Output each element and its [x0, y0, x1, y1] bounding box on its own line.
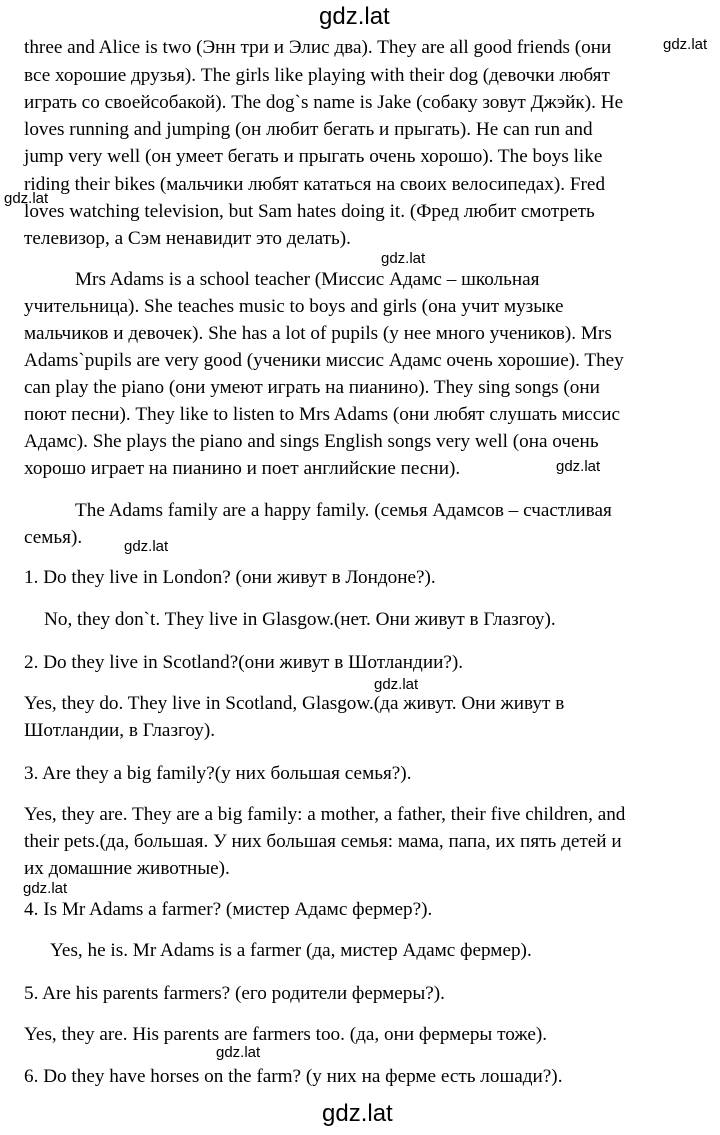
watermark-small: gdz.lat — [374, 676, 419, 693]
answer: their pets.(да, большая. У них большая семья: мама, папа, их пять детей и — [24, 831, 622, 852]
text-line: играть со своейсобакой). The dog`s name is Jake (собаку зовут Джэйк). He — [24, 92, 624, 113]
text-line: loves watching television, but Sam hates doing it. (Фред любит смотреть — [24, 201, 595, 222]
text-line: мальчиков и девочек). She has a lot of pupils (у нее много учеников). Mrs — [24, 323, 612, 344]
text-line: хорошо играет на пианино и поет английские песни). — [24, 458, 461, 479]
text-line: поют песни). They like to listen to Mrs Adams (они любят слушать миссис — [24, 404, 620, 425]
text-line: jump very well (он умеет бегать и прыгать очень хорошо). The boys like — [24, 146, 603, 167]
text-line: Адамс). She plays the piano and sings English songs very well (она очень — [24, 431, 599, 452]
watermark-small: gdz.lat — [124, 538, 169, 555]
answer: Шотландии, в Глазгоу). — [24, 720, 216, 741]
text-line: loves running and jumping (он любит бегать и прыгать). He can run and — [24, 119, 593, 140]
watermark-small: gdz.lat — [4, 190, 49, 207]
text-line: телевизор, а Сэм ненавидит это делать). — [24, 228, 351, 249]
answer: Yes, he is. Mr Adams is a farmer (да, мистер Адамс фермер). — [50, 940, 532, 961]
answer: Yes, they do. They live in Scotland, Glasgow.(да живут. Они живут в — [24, 693, 565, 714]
watermark-small: gdz.lat — [381, 250, 426, 267]
text-line: Mrs Adams is a school teacher (Миссис Адамс – школьная — [75, 269, 540, 290]
text-line: семья). — [24, 527, 83, 548]
text-line: Adams`pupils are very good (ученики миссис Адамс очень хорошие). They — [24, 350, 624, 371]
answer: Yes, they are. They are a big family: a mother, a father, their five children, and — [24, 804, 626, 825]
watermark-small: gdz.lat — [23, 880, 68, 897]
text-line: three and Alice is two (Энн три и Элис два). They are all good friends (они — [24, 37, 612, 58]
watermark-small: gdz.lat — [663, 36, 708, 53]
text-line: can play the piano (они умеют играть на пианино). They sing songs (они — [24, 377, 600, 398]
watermark-bottom: gdz.lat — [322, 1100, 393, 1127]
text-line: riding their bikes (мальчики любят кататься на своих велосипедах). Fred — [24, 174, 606, 195]
answer: No, they don`t. They live in Glasgow.(нет. Они живут в Глазгоу). — [44, 609, 556, 630]
question: 6. Do they have horses on the farm? (у них на ферме есть лошади?). — [24, 1066, 563, 1087]
text-line: The Adams family are a happy family. (семья Адамсов – счастливая — [75, 500, 612, 521]
question: 2. Do they live in Scotland?(они живут в Шотландии?). — [24, 652, 464, 673]
question: 4. Is Mr Adams a farmer? (мистер Адамс фермер?). — [24, 899, 433, 920]
text-line: все хорошие друзья). The girls like playing with their dog (девочки любят — [24, 65, 610, 86]
question: 5. Are his parents farmers? (его родители фермеры?). — [24, 983, 445, 1004]
watermark-top: gdz.lat — [319, 3, 390, 30]
answer: их домашние животные). — [24, 858, 230, 879]
question: 1. Do they live in London? (они живут в Лондоне?). — [24, 567, 436, 588]
watermark-small: gdz.lat — [556, 458, 601, 475]
answer: Yes, they are. His parents are farmers too. (да, они фермеры тоже). — [24, 1024, 548, 1045]
question: 3. Are they a big family?(у них большая семья?). — [24, 763, 412, 784]
watermark-small: gdz.lat — [216, 1044, 261, 1061]
text-line: учительница). She teaches music to boys and girls (она учит музыке — [24, 296, 564, 317]
